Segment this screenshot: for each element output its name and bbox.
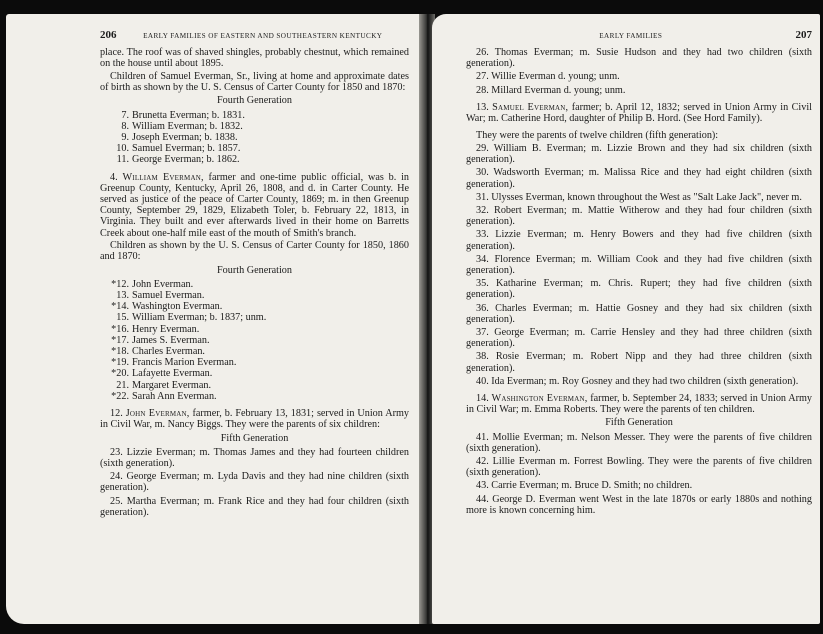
list-item: *14. Washington Everman. xyxy=(111,301,223,313)
generation-heading: Fifth Generation xyxy=(220,432,289,444)
left-body-text xyxy=(100,47,409,518)
opening-paragraph: place. The roof was of shaved shingles, probably chestnut, which remained on the house until about 1895. xyxy=(100,47,409,70)
running-head-right xyxy=(466,29,812,41)
list-item: 35. Katharine Everman; m. Chris. Rupert; they had five children (sixth generation). xyxy=(466,278,812,301)
running-head-left xyxy=(100,29,409,41)
list-item: 7. Brunetta Everman; b. 1831. xyxy=(121,109,245,121)
right-body-text xyxy=(466,47,812,516)
list-item: 31. Ulysses Everman, known throughout the West as "Salt Lake Jack", never m. xyxy=(476,191,802,203)
list-item: 21. Margaret Everman. xyxy=(116,379,212,391)
list-item: *12. John Everman. xyxy=(111,278,194,290)
list-item: 25. Martha Everman; m. Frank Rice and they had four children (sixth generation). xyxy=(100,495,409,518)
list-item: *19. Francis Marion Everman. xyxy=(111,357,237,369)
list-item: 37. George Everman; m. Carrie Hensley and they had three children (sixth generation). xyxy=(466,326,812,350)
running-title-right: EARLY FAMILIES xyxy=(599,32,663,40)
left-page xyxy=(6,14,421,624)
twelve-children-intro: They were the parents of twelve children (fifth generation): xyxy=(476,130,719,142)
right-page xyxy=(432,14,820,624)
list-item: 44. George D. Everman went West in the late 1870s or early 1880s and nothing more is known concerning him. xyxy=(466,493,812,516)
generation-heading: Fourth Generation xyxy=(217,264,292,276)
children-intro-paragraph-2: Children as shown by the U. S. Census of Carter County for 1850, 1860 and 1870: xyxy=(100,240,409,263)
children-list-william xyxy=(100,279,409,402)
page-number-left: 206 xyxy=(100,29,117,41)
generation-heading: Fifth Generation xyxy=(605,417,673,429)
list-item: 29. William B. Everman; m. Lizzie Brown and they had six children (sixth generation). xyxy=(466,142,812,166)
list-item: 26. Thomas Everman; m. Susie Hudson and they had two children (sixth generation). xyxy=(466,47,812,70)
list-item: 13. Samuel Everman. xyxy=(116,290,205,302)
list-item: 34. Florence Everman; m. William Cook and they had five children (sixth generation). xyxy=(466,253,812,276)
list-item: *20. Lafayette Everman. xyxy=(111,368,213,380)
list-item: 38. Rosie Everman; m. Robert Nipp and they had three children (sixth generation). xyxy=(466,351,812,374)
running-title-left: EARLY FAMILIES OF EASTERN AND SOUTHEASTERN KENTUCKY xyxy=(143,32,383,40)
page-number-right: 207 xyxy=(795,29,812,41)
list-item: 9. Joseph Everman; b. 1838. xyxy=(121,131,238,143)
list-item: 27. Willie Everman d. young; unm. xyxy=(476,71,620,83)
list-item: 30. Wadsworth Everman; m. Malissa Rice and they had eight children (sixth generation). xyxy=(466,167,812,190)
list-item: 41. Mollie Everman; m. Nelson Messer. They were the parents of five children (sixth generation). xyxy=(466,431,812,454)
children-intro-paragraph: Children of Samuel Everman, Sr., living at home and approximate dates of birth as shown by the U. S. Census of Carter County for 1850 and 1870: xyxy=(100,70,409,94)
list-item: 42. Lillie Everman m. Forrest Bowling. They were the parents of five children (sixth generation). xyxy=(466,456,812,479)
entry-john-everman: 12. John Everman, farmer, b. February 13, 1831; served in Union Army in Civil War, m. Nancy Biggs. They were the parents of six children: xyxy=(100,408,410,431)
list-item: *18. Charles Everman. xyxy=(111,346,205,358)
list-item: 8. William Everman; b. 1832. xyxy=(121,120,243,132)
list-item: 11. George Everman; b. 1862. xyxy=(116,154,240,166)
entry-william-everman: 4. William Everman, farmer and one-time public official, was b. in Greenup County, Kentucky, April 26, 1808, and d. in Carter County. He served as justice of the peace of Carter County, 1869; m. in then Greenup County, September 29, 1829, Elizabeth Toler, b. February 22, 1813, in Virginia. They built and ever afterwards lived in their home on Barretts Creek about one-half mile east of the mouth of Smith's branch. xyxy=(100,171,410,239)
generation-heading: Fourth Generation xyxy=(217,95,292,107)
entry-samuel-everman: 13. Samuel Everman, farmer; b. April 12, 1832; served in Union Army in Civil War; m. Catherine Hord, daughter of Philip B. Hord. (See Hord Family). xyxy=(466,101,812,125)
list-item: 23. Lizzie Everman; m. Thomas James and they had fourteen children (sixth generation). xyxy=(100,446,409,469)
children-list-samuel xyxy=(100,110,409,166)
list-item: 24. George Everman; m. Lyda Davis and they had nine children (sixth generation). xyxy=(100,471,409,494)
list-item: *16. Henry Everman. xyxy=(111,323,200,335)
entry-washington-everman: 14. Washington Everman, farmer, b. September 24, 1833; served in Union Army in Civil War; m. Emma Roberts. They were the parents of ten children. xyxy=(466,392,812,416)
list-item: 15. William Everman; b. 1837; unm. xyxy=(116,312,267,324)
list-item: 33. Lizzie Everman; m. Henry Bowers and they had five children (sixth generation). xyxy=(466,229,812,252)
list-item: 32. Robert Everman; m. Mattie Witherow and they had four children (sixth generation). xyxy=(466,204,812,228)
list-item: 10. Samuel Everman; b. 1857. xyxy=(116,143,241,155)
list-item: 28. Millard Everman d. young; unm. xyxy=(476,84,626,96)
list-item: 43. Carrie Everman; m. Bruce D. Smith; no children. xyxy=(476,480,693,492)
list-item: 40. Ida Everman; m. Roy Gosney and they had two children (sixth generation). xyxy=(476,375,799,387)
list-item: 36. Charles Everman; m. Hattie Gosney and they had six children (sixth generation). xyxy=(466,302,812,325)
list-item: *17. James S. Everman. xyxy=(111,334,210,346)
list-item: *22. Sarah Ann Everman. xyxy=(111,390,217,402)
